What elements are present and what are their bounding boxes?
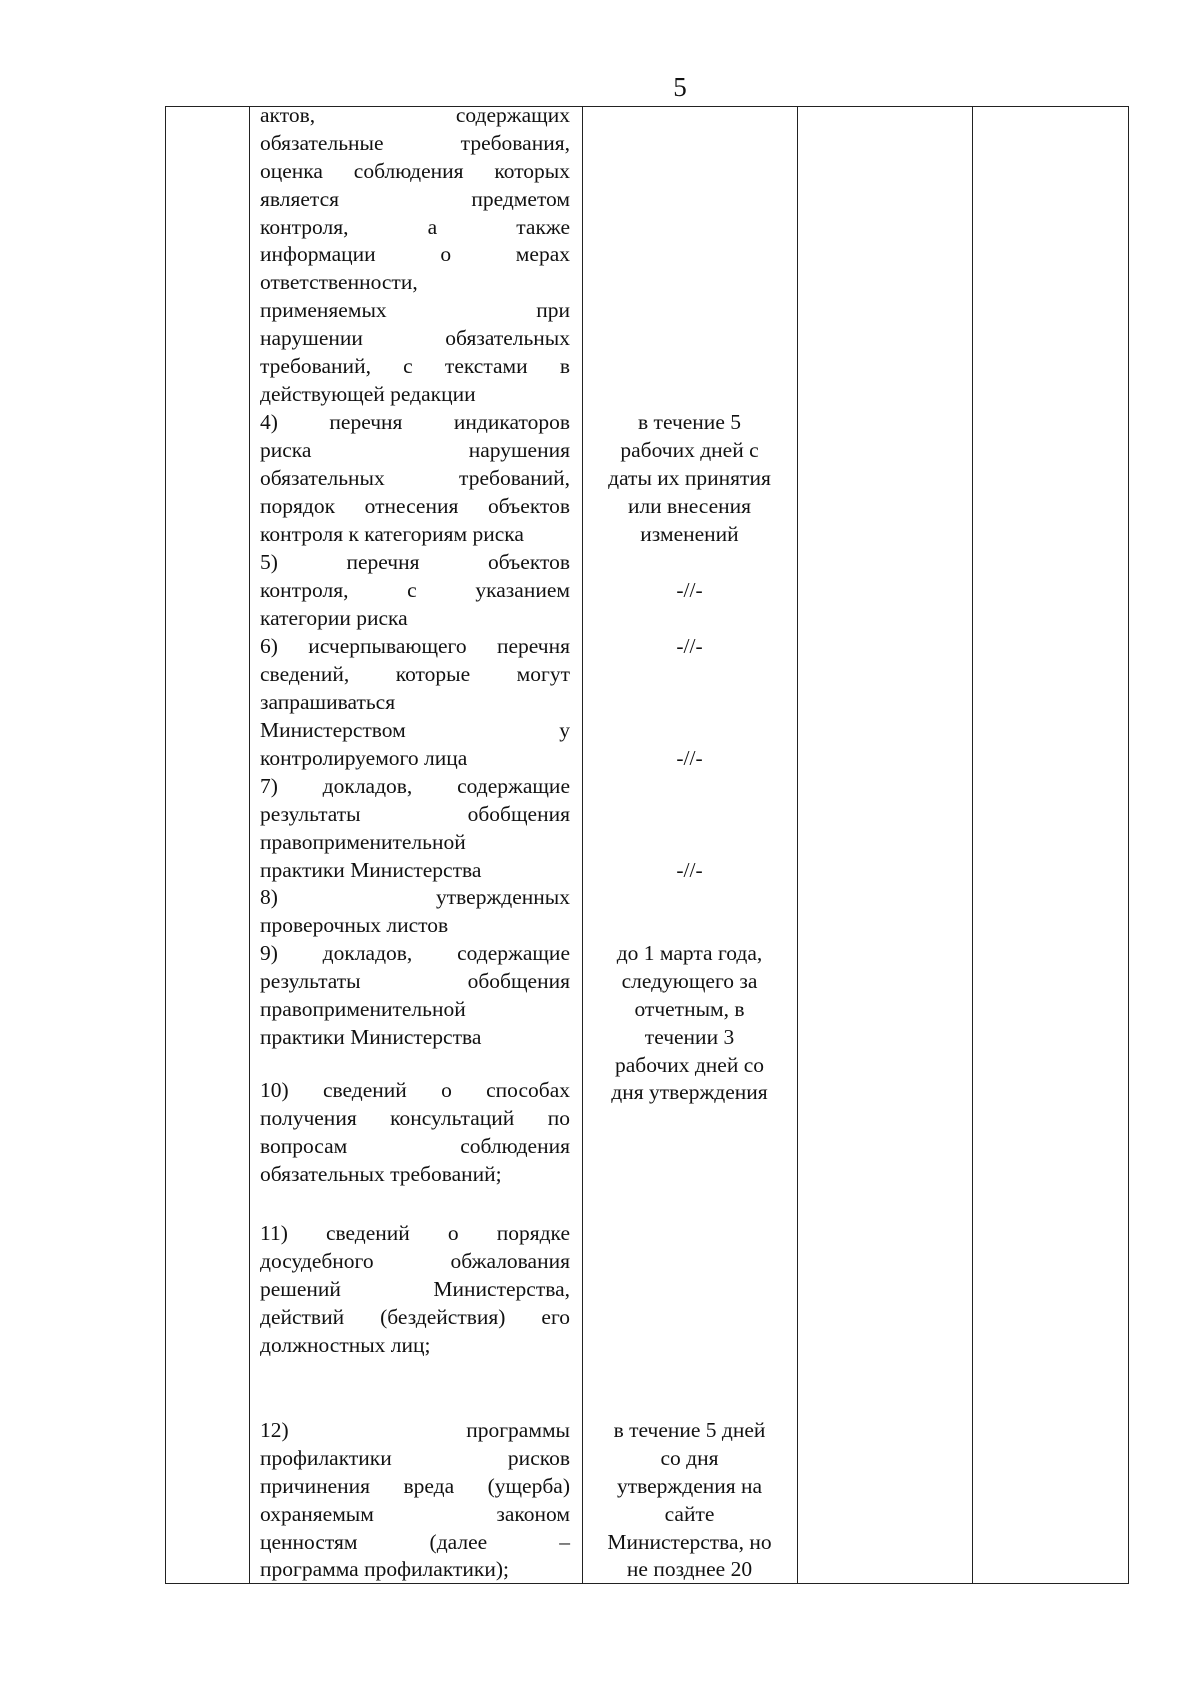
text-line: дня утверждения [611, 1080, 768, 1105]
text-line: вопросам соблюдения [260, 1133, 570, 1158]
text-line: практики Министерства [260, 1024, 482, 1049]
text-line: 7) докладов, содержащие [260, 774, 570, 798]
text-line: не позднее 20 [626, 1557, 753, 1582]
text-line: риска нарушения [260, 437, 570, 462]
text-line: охраняемым законом [260, 1501, 570, 1526]
text-line: или внесения [627, 493, 752, 518]
description-item [260, 1417, 570, 1584]
text-line: рабочих дней с [620, 437, 759, 462]
text-line: со дня [660, 1445, 719, 1470]
text-line: запрашиваться [260, 689, 396, 714]
text-line: должностных лиц; [260, 1332, 431, 1357]
deadline-item [586, 1417, 793, 1584]
text-line: сведений, которые могут [260, 661, 570, 686]
text-line: 8) утвержденных [260, 885, 570, 909]
deadline-item [586, 857, 793, 885]
column-divider [972, 107, 973, 1583]
text-line: 5) перечня объектов [260, 550, 570, 574]
text-line: в течение 5 дней [613, 1418, 766, 1442]
text-line: ответственности, [260, 270, 418, 295]
text-line: получения консультаций по [260, 1105, 570, 1130]
text-line: 10) сведений о способах [260, 1078, 570, 1102]
text-line: -//- [676, 634, 703, 658]
column-divider [797, 107, 798, 1583]
text-line: действий (бездействия) его [260, 1304, 570, 1329]
description-item [260, 884, 570, 940]
text-line: контроля, а также [260, 214, 570, 239]
text-line: информации о мерах [260, 242, 570, 267]
deadline-item [586, 745, 793, 773]
text-line: требований, с текстами в [260, 354, 570, 379]
text-line: обязательные требования, [260, 130, 570, 155]
text-line: ценностям (далее – [260, 1529, 570, 1554]
text-line: даты их принятия [608, 465, 771, 490]
text-line: применяемых при [260, 298, 570, 323]
text-line: течении 3 [644, 1024, 735, 1049]
text-line: нарушении обязательных [260, 326, 570, 351]
text-line: 9) докладов, содержащие [260, 941, 570, 965]
text-line: сайте [664, 1501, 715, 1526]
text-line: -//- [676, 858, 703, 882]
deadline-item [586, 409, 793, 548]
text-line: правоприменительной [260, 996, 466, 1021]
text-line: до 1 марта года, [616, 941, 763, 965]
text-line: результаты обобщения [260, 968, 570, 993]
text-line: оценка соблюдения которых [260, 158, 570, 183]
text-line: утверждения на [616, 1473, 763, 1498]
text-line: актов, содержащих [260, 103, 570, 127]
deadline-item [586, 940, 793, 1107]
description-item [260, 633, 570, 772]
description-item [260, 409, 570, 548]
description-item [260, 1220, 570, 1359]
description-item [260, 102, 570, 409]
text-line: отчетным, в [634, 996, 745, 1021]
text-line: контроля к категориям риска [260, 521, 524, 546]
description-item [260, 1077, 570, 1189]
text-line: 6) исчерпывающего перечня [260, 634, 570, 658]
text-line: досудебного обжалования [260, 1248, 570, 1273]
text-line: результаты обобщения [260, 801, 570, 826]
page-number: 5 [673, 72, 687, 102]
text-line: порядок отнесения объектов [260, 493, 570, 518]
column-divider [582, 107, 583, 1583]
text-line: -//- [676, 746, 703, 770]
deadline-item [586, 633, 793, 661]
text-line: причинения вреда (ущерба) [260, 1473, 570, 1498]
text-line: 4) перечня индикаторов [260, 410, 570, 434]
text-line: рабочих дней со [614, 1052, 765, 1077]
text-line: обязательных требований; [260, 1161, 502, 1186]
text-line: является предметом [260, 186, 570, 211]
description-item [260, 773, 570, 885]
text-line: -//- [676, 578, 703, 602]
text-line: Министерством у [260, 717, 570, 742]
text-line: проверочных листов [260, 912, 449, 937]
text-line: обязательных требований, [260, 465, 570, 490]
text-line: программа профилактики); [260, 1557, 509, 1582]
text-line: решений Министерства, [260, 1276, 570, 1301]
column-divider [249, 107, 250, 1583]
text-line: контроля, с указанием [260, 577, 570, 602]
text-line: контролируемого лица [260, 745, 468, 770]
text-line: профилактики рисков [260, 1445, 570, 1470]
text-line: следующего за [621, 968, 758, 993]
text-line: правоприменительной [260, 829, 466, 854]
text-line: изменений [640, 521, 739, 546]
description-item [260, 549, 570, 633]
text-line: 11) сведений о порядке [260, 1221, 570, 1245]
description-item [260, 940, 570, 1052]
deadline-item [586, 577, 793, 605]
text-line: практики Министерства [260, 857, 482, 882]
text-line: Министерства, но [607, 1529, 772, 1554]
text-line: действующей редакции [260, 381, 476, 406]
text-line: в течение 5 [638, 410, 741, 434]
measures-table [165, 103, 1129, 1584]
text-line: категории риска [260, 605, 408, 630]
text-line: 12) программы [260, 1418, 570, 1442]
